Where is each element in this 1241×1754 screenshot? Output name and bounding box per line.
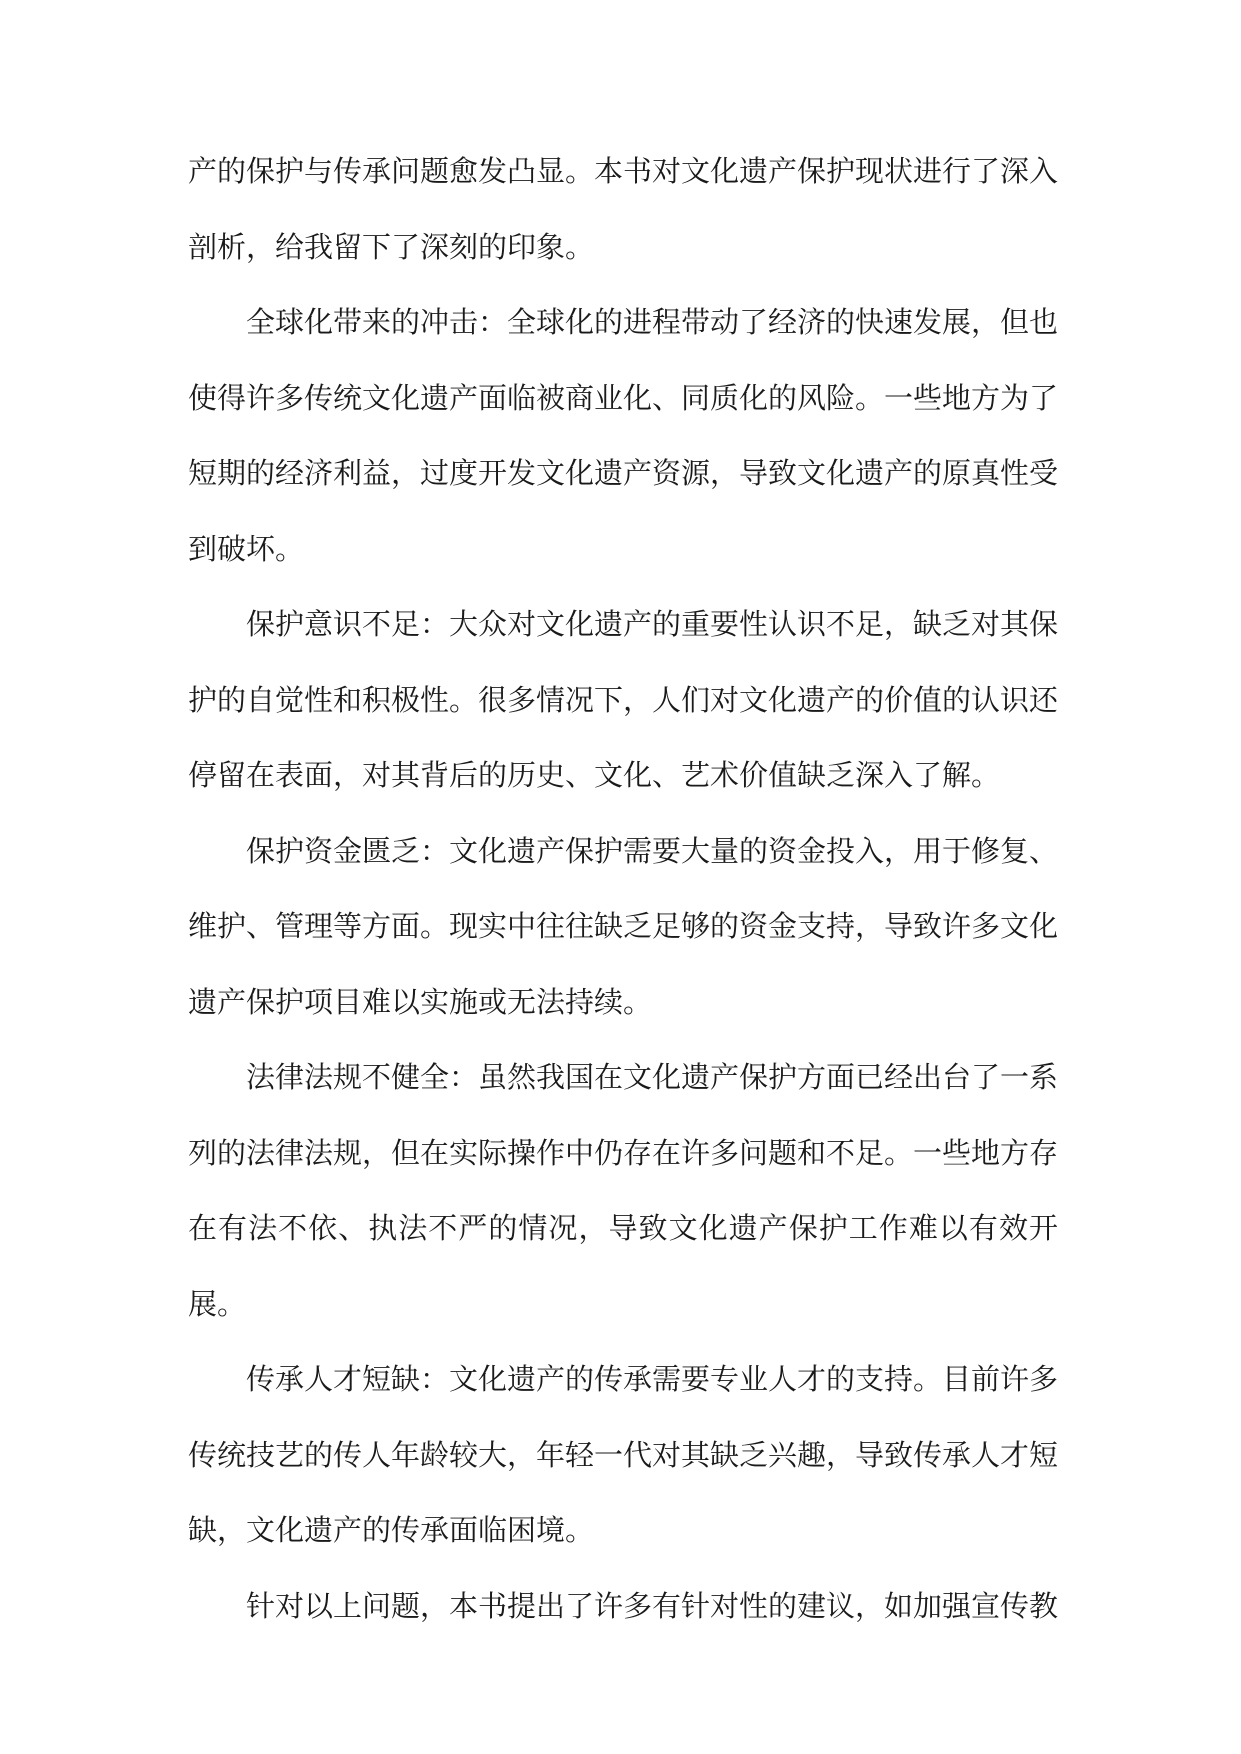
- paragraph-legal-deficiency: 法律法规不健全：虽然我国在文化遗产保护方面已经出台了一系列的法律法规，但在实际操作中仍存在许多问题和不足。一些地方存在有法不依、执法不严的情况，导致文化遗产保护工作难以有效开展。: [188, 1060, 1059, 1321]
- paragraph-suggestions: 针对以上问题，本书提出了许多有针对性的建议，如加强宣传教: [246, 1588, 1059, 1623]
- paragraph-funding-shortage: 保护资金匮乏：文化遗产保护需要大量的资金投入，用于修复、维护、管理等方面。现实中往往缺乏足够的资金支持，导致许多文化遗产保护项目难以实施或无法持续。: [188, 833, 1059, 1019]
- paragraph-lack-of-awareness: 保护意识不足：大众对文化遗产的重要性认识不足，缺乏对其保护的自觉性和积极性。很多情况下，人们对文化遗产的价值的认识还停留在表面，对其背后的历史、文化、艺术价值缺乏深入了解。: [188, 607, 1059, 792]
- paragraph-continued: 产的保护与传承问题愈发凸显。本书对文化遗产保护现状进行了深入剖析，给我留下了深刻的印象。: [188, 154, 1059, 264]
- paragraph-talent-shortage: 传承人才短缺：文化遗产的传承需要专业人才的支持。目前许多传统技艺的传人年龄较大，年轻一代对其缺乏兴趣，导致传承人才短缺，文化遗产的传承面临困境。: [188, 1362, 1059, 1547]
- document-body: [188, 134, 1058, 1644]
- paragraph-globalization-impact: 全球化带来的冲击：全球化的进程带动了经济的快速发展，但也使得许多传统文化遗产面临被商业化、同质化的风险。一些地方为了短期的经济利益，过度开发文化遗产资源，导致文化遗产的原真性受到破坏。: [188, 305, 1059, 566]
